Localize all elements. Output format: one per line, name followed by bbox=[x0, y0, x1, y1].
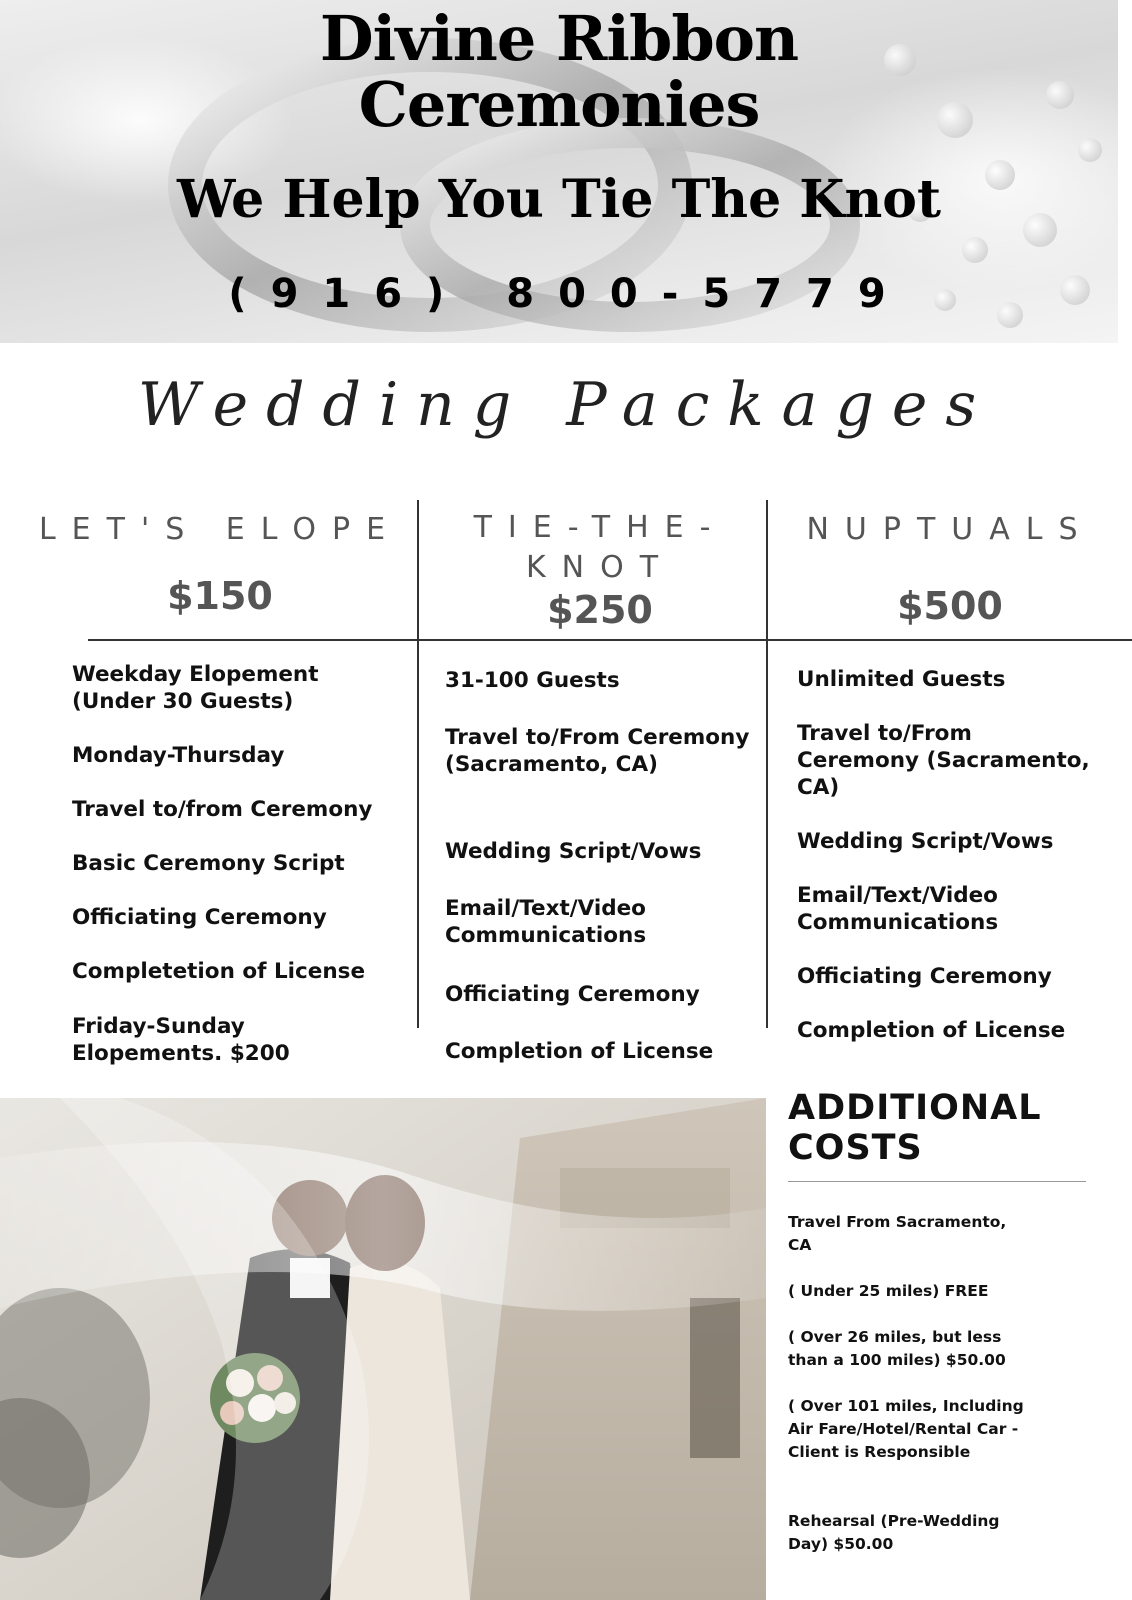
feature-item: Unlimited Guests bbox=[797, 667, 1006, 692]
feature-item: Basic Ceremony Script bbox=[72, 851, 345, 876]
feature-item: Monday-Thursday bbox=[72, 743, 285, 768]
feature-item: 31-100 Guests bbox=[445, 668, 620, 693]
feature-item: Weekday Elopement (Under 30 Guests) bbox=[72, 662, 319, 714]
feature-item: Travel to/From Ceremony (Sacramento, CA) bbox=[445, 725, 750, 777]
column-divider-1 bbox=[417, 500, 419, 1028]
package-price-lets-elope: $150 bbox=[167, 574, 273, 618]
hero-banner bbox=[0, 0, 1118, 343]
additional-costs-title: ADDITIONAL COSTS bbox=[788, 1088, 1042, 1168]
tagline: We Help You Tie The Knot bbox=[176, 169, 941, 230]
cost-item: Rehearsal (Pre-Wedding Day) $50.00 bbox=[788, 1512, 1000, 1553]
package-name-nuptuals: NUPTUALS bbox=[806, 512, 1094, 547]
business-name-line1: Divine Ribbon bbox=[319, 2, 799, 75]
feature-item: Completetion of License bbox=[72, 959, 366, 984]
feature-item: Wedding Script/Vows bbox=[445, 839, 702, 864]
couple-photo bbox=[0, 1098, 766, 1600]
feature-item: Completion of License bbox=[797, 1018, 1066, 1043]
package-price-nuptuals: $500 bbox=[897, 584, 1003, 628]
cost-item: ( Over 101 miles, Including Air Fare/Hotel/Rental Car - Client is Responsible bbox=[788, 1397, 1024, 1461]
additional-costs-divider bbox=[788, 1181, 1086, 1182]
package-name-lets-elope: LET'S ELOPE bbox=[38, 512, 402, 547]
feature-item: Completion of License bbox=[445, 1039, 714, 1064]
cost-item: ( Under 25 miles) FREE bbox=[788, 1282, 989, 1300]
cost-item: ( Over 26 miles, but less than a 100 miles) $50.00 bbox=[788, 1328, 1006, 1369]
feature-item: Officiating Ceremony bbox=[797, 964, 1052, 989]
feature-item: Email/Text/Video Communications bbox=[797, 883, 999, 935]
business-name-line2: Ceremonies bbox=[358, 68, 760, 141]
column-divider-2 bbox=[766, 500, 768, 1028]
feature-item: Travel to/from Ceremony bbox=[72, 797, 373, 822]
package-name-tie-the-knot: TIE-THE-KNOT bbox=[473, 510, 727, 585]
feature-item: Friday-Sunday Elopements. $200 bbox=[72, 1014, 290, 1066]
feature-item: Travel to/From Ceremony (Sacramento, CA) bbox=[797, 721, 1090, 800]
package-price-tie-the-knot: $250 bbox=[547, 588, 653, 632]
feature-item: Wedding Script/Vows bbox=[797, 829, 1054, 854]
feature-item: Officiating Ceremony bbox=[72, 905, 327, 930]
header-divider bbox=[88, 639, 1132, 641]
feature-item: Email/Text/Video Communications bbox=[445, 896, 647, 948]
feature-item: Officiating Ceremony bbox=[445, 982, 700, 1007]
cost-item: Travel From Sacramento, CA bbox=[788, 1213, 1007, 1254]
phone-number[interactable]: (916) 800-5779 bbox=[228, 271, 910, 317]
section-heading-wedding-packages: Wedding Packages bbox=[137, 370, 995, 440]
